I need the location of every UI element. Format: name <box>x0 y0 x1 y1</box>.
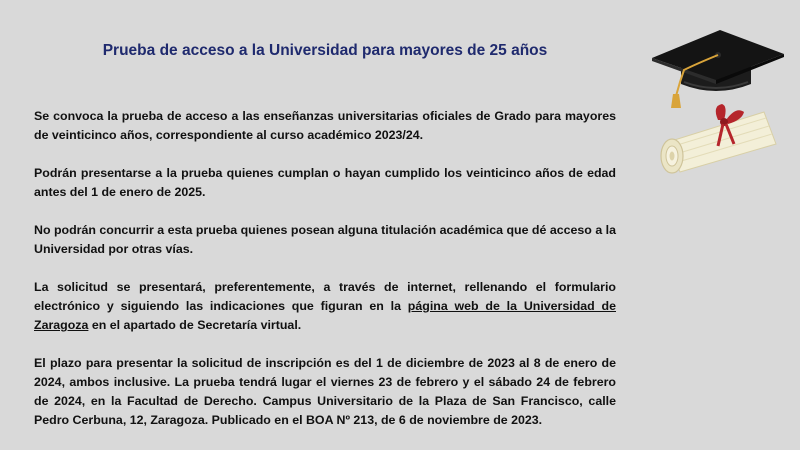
paragraph-convocatoria: Se convoca la prueba de acceso a las enseñanzas universitarias oficiales de Grado para mayores de veinticinco años, correspondiente al curso académico 2023/24. <box>34 109 616 142</box>
solicitud-text-after: en el apartado de Secretaría virtual. <box>88 318 302 332</box>
solicitud-text-before: La solicitud se presentará, preferentemente, a través de internet, rellenando el formulario electrónico y siguiendo las indicaciones que figuran en la <box>34 280 616 313</box>
page-title: Prueba de acceso a la Universidad para mayores de 25 años <box>102 42 548 59</box>
paragraph-solicitud <box>34 278 616 335</box>
paragraph-requisito-edad: Podrán presentarse a la prueba quienes cumplan o hayan cumplido los veinticinco años de edad antes del 1 de enero de 2025. <box>34 166 616 199</box>
paragraph-plazo: El plazo para presentar la solicitud de inscripción es del 1 de diciembre de 2023 al 8 de enero de 2024, ambos inclusive. La prueba tendrá lugar el viernes 23 de febrero y el sábado 24 de febrero de 2024, en la Facultad de Derecho. Campus Universitario de la Plaza de San Francisco, calle Pedro Cerbuna, 12, Zaragoza. Publicado en el BOA Nº 213, de 6 de noviembre de 2023. <box>34 356 616 427</box>
paragraph-exclusion: No podrán concurrir a esta prueba quienes posean alguna titulación académica que dé acceso a la Universidad por otras vías. <box>34 223 616 256</box>
diploma-scroll-icon <box>661 104 776 173</box>
graduation-cap-icon <box>652 30 784 108</box>
announcement-body <box>34 107 616 449</box>
graduation-illustration <box>648 24 788 184</box>
university-website-link[interactable]: página web de la Universidad de Zaragoza <box>34 299 616 332</box>
